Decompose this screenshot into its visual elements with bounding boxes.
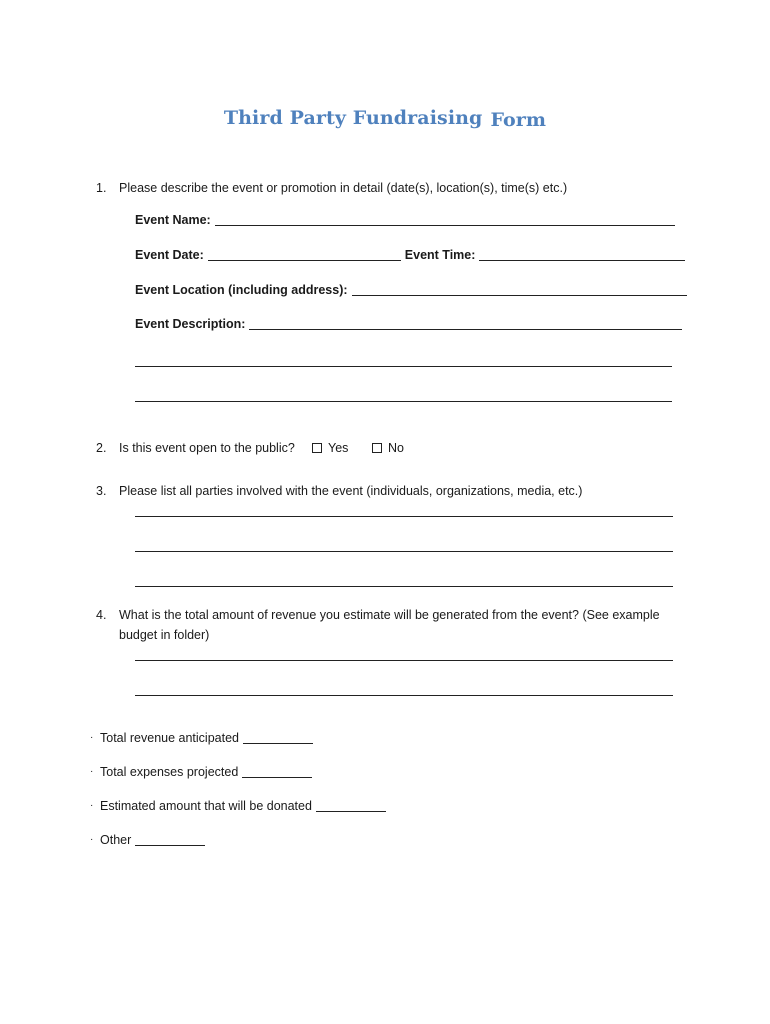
public-yes-option[interactable] — [312, 440, 348, 456]
event-date-time-field — [135, 247, 685, 263]
question-3-text: Please list all parties involved with the event (individuals, organizations, media, etc.) — [119, 484, 583, 498]
question-2-text: Is this event open to the public? — [119, 441, 295, 455]
event-name-field[interactable] — [135, 212, 675, 228]
bullet-icon: · — [90, 766, 94, 777]
total-revenue-blank[interactable] — [243, 731, 313, 744]
bullet-icon: · — [90, 800, 94, 811]
event-date-label: Event Date: — [135, 248, 204, 262]
no-label: No — [388, 441, 404, 455]
bullet-icon: · — [90, 834, 94, 845]
event-description-line-3[interactable] — [135, 401, 672, 402]
parties-line-2[interactable] — [135, 551, 673, 552]
title-part-1: Third Party Fundraising — [223, 107, 483, 129]
event-time-blank[interactable] — [479, 248, 685, 261]
event-description-blank[interactable] — [249, 317, 682, 330]
event-description-field[interactable] — [135, 316, 682, 332]
event-description-line-2[interactable] — [135, 366, 672, 367]
parties-line-3[interactable] — [135, 586, 673, 587]
event-date-blank[interactable] — [208, 248, 401, 261]
question-4-text-line-1: What is the total amount of revenue you estimate will be generated from the event? (See example — [119, 608, 660, 622]
other-field[interactable] — [90, 832, 205, 848]
total-revenue-field[interactable] — [90, 730, 313, 746]
bullet-icon: · — [90, 732, 94, 743]
revenue-estimate-line-1[interactable] — [135, 660, 673, 661]
event-time-label: Event Time: — [404, 248, 476, 262]
event-name-blank[interactable] — [215, 213, 675, 226]
total-expenses-blank[interactable] — [242, 765, 312, 778]
yes-checkbox[interactable] — [312, 443, 322, 453]
parties-line-1[interactable] — [135, 516, 673, 517]
yes-label: Yes — [328, 441, 349, 455]
page-title — [0, 108, 770, 130]
revenue-estimate-line-2[interactable] — [135, 695, 673, 696]
event-location-label: Event Location (including address): — [135, 283, 348, 297]
question-3-number: 3. — [96, 484, 107, 498]
total-revenue-label: Total revenue anticipated — [100, 731, 239, 745]
donated-amount-label: Estimated amount that will be donated — [100, 799, 312, 813]
total-expenses-field[interactable] — [90, 764, 312, 780]
question-4-number: 4. — [96, 608, 107, 622]
other-label: Other — [100, 833, 132, 847]
event-name-label: Event Name: — [135, 213, 211, 227]
other-blank[interactable] — [135, 833, 205, 846]
total-expenses-label: Total expenses projected — [100, 765, 239, 779]
donated-amount-blank[interactable] — [316, 799, 386, 812]
question-2-number: 2. — [96, 441, 107, 455]
no-checkbox[interactable] — [372, 443, 382, 453]
title-part-2: Form — [490, 109, 547, 131]
question-4-text-line-2: budget in folder) — [119, 628, 210, 642]
donated-amount-field[interactable] — [90, 798, 386, 814]
question-1-text: Please describe the event or promotion in detail (date(s), location(s), time(s) etc.) — [119, 181, 568, 195]
public-no-option[interactable] — [372, 440, 404, 456]
event-location-field[interactable] — [135, 282, 687, 298]
event-description-label: Event Description: — [135, 317, 246, 331]
event-location-blank[interactable] — [352, 283, 687, 296]
question-1-number: 1. — [96, 181, 107, 195]
